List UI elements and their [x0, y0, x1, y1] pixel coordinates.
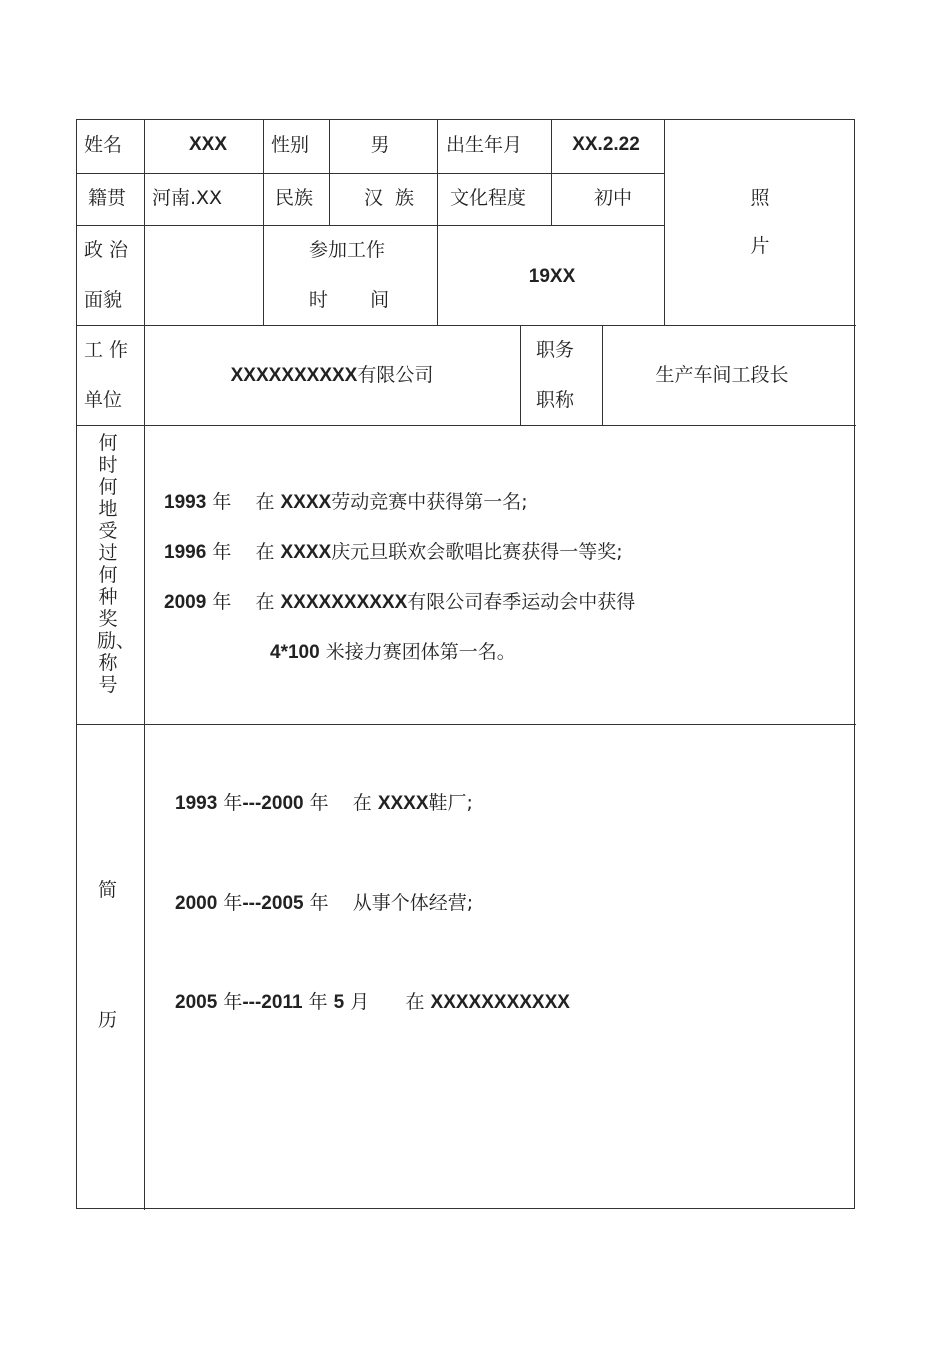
position-label-2: 职称 [536, 389, 575, 411]
political-label-1: 政 治 [84, 239, 129, 261]
row-divider [77, 724, 856, 725]
work-start-value: 19XX [528, 266, 576, 287]
row-divider [77, 173, 664, 174]
education-value: 初中 [593, 187, 633, 209]
col-divider [551, 120, 552, 225]
employer-value: XXXXXXXXXX有限公司 [230, 364, 434, 386]
name-value: XXX [188, 134, 228, 155]
photo-label-1: 照 [750, 187, 770, 209]
col-divider [144, 120, 145, 1210]
resume-line-2: 2000 年---2005 年 从事个体经营; [175, 892, 474, 914]
employer-label-2: 单位 [84, 389, 123, 411]
col-divider [664, 120, 665, 325]
position-value: 生产车间工段长 [655, 364, 789, 386]
native-label: 籍贯 [88, 187, 127, 209]
award-line-2: 1996 年 在 XXXX庆元旦联欢会歌唱比赛获得一等奖; [164, 541, 623, 563]
col-divider [520, 325, 521, 425]
award-line-3: 2009 年 在 XXXXXXXXXX有限公司春季运动会中获得 [164, 591, 636, 613]
col-divider [329, 120, 330, 225]
resume-line-3: 2005 年---2011 年 5 月 在 XXXXXXXXXXX [175, 991, 570, 1013]
education-label: 文化程度 [450, 187, 527, 209]
gender-label: 性别 [271, 134, 310, 156]
gender-value: 男 [370, 134, 390, 156]
col-divider [263, 120, 264, 325]
position-label-1: 职务 [536, 339, 575, 361]
row-divider [77, 325, 856, 326]
ethnic-label: 民族 [275, 187, 314, 209]
col-divider [602, 325, 603, 425]
resume-label-2: 历 [98, 1009, 118, 1031]
ethnic-value: 汉 族 [363, 187, 415, 209]
row-divider [77, 225, 664, 226]
award-line-3-cont: 4*100 米接力赛团体第一名。 [270, 641, 516, 663]
native-value: 河南.XX [152, 187, 223, 209]
birth-value: XX.2.22 [572, 134, 640, 155]
col-divider [437, 120, 438, 325]
resume-form [76, 119, 855, 1209]
work-start-label-1: 参加工作 [308, 239, 386, 261]
awards-label: 何时何地受过何种奖励、称号 [97, 432, 136, 696]
work-start-label-2: 时 间 [308, 289, 390, 311]
resume-line-1: 1993 年---2000 年 在 XXXX鞋厂; [175, 792, 473, 814]
row-divider [77, 425, 856, 426]
name-label: 姓名 [84, 134, 123, 156]
employer-label-1: 工 作 [84, 339, 129, 361]
photo-label-2: 片 [750, 235, 770, 257]
political-label-2: 面貌 [84, 289, 123, 311]
award-line-1: 1993 年 在 XXXX劳动竞赛中获得第一名; [164, 491, 528, 513]
birth-label: 出生年月 [446, 134, 523, 156]
resume-label-1: 简 [98, 879, 118, 901]
